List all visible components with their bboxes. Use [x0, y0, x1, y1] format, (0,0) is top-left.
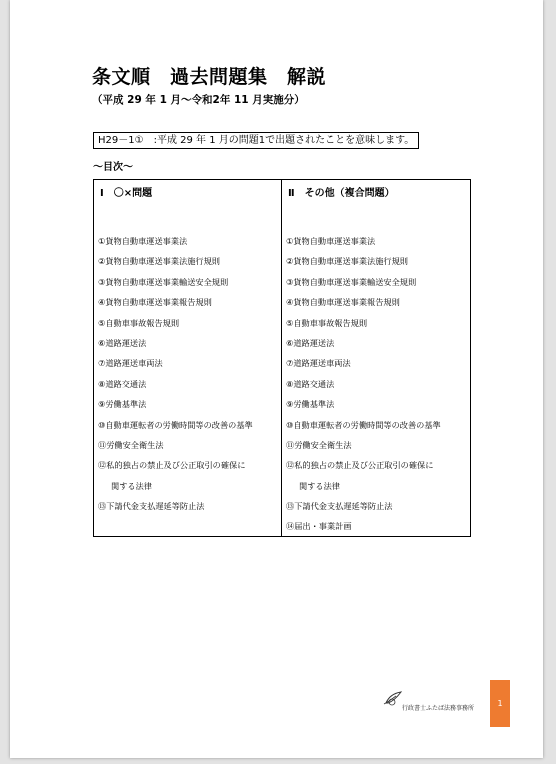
toc-item: ③貨物自動車運送事業輸送安全規則 [286, 276, 417, 287]
page-number: 1 [490, 680, 510, 727]
toc-item: ⑥道路運送法 [98, 337, 147, 348]
toc-column-right [282, 180, 470, 536]
toc-item: ⑧道路交通法 [98, 378, 147, 389]
toc-list-left [98, 231, 253, 516]
toc-item: ⑬下請代金支払遅延等防止法 [286, 501, 393, 512]
toc-item: ⑥道路運送法 [286, 337, 335, 348]
page-title: 条文順 過去問題集 解説 [92, 66, 327, 88]
toc-item: ①貨物自動車運送事業法 [286, 236, 376, 246]
toc-heading-right: Ⅱ その他（複合問題） [288, 188, 395, 199]
toc-label: ～目次～ [93, 162, 133, 173]
toc-list-right [286, 231, 441, 537]
toc-item: 関する法律 [299, 480, 340, 491]
toc-item: 関する法律 [111, 480, 152, 491]
toc-table [93, 179, 471, 537]
toc-item: ⑤自動車事故報告規則 [98, 317, 180, 328]
document-page [10, 0, 543, 758]
toc-item: ⑫私的独占の禁止及び公正取引の確保に [98, 460, 246, 471]
toc-item: ⑩自動車運転者の労働時間等の改善の基準 [286, 419, 441, 430]
toc-column-left [94, 180, 282, 536]
toc-item: ⑨労働基準法 [286, 399, 335, 410]
toc-item: ⑪労働安全衛生法 [286, 439, 352, 450]
toc-item: ⑤自動車事故報告規則 [286, 317, 368, 328]
toc-item: ②貨物自動車運送事業法施行規則 [98, 256, 220, 267]
leaf-logo-icon [383, 690, 403, 706]
toc-item: ⑦道路運送車両法 [286, 358, 351, 369]
toc-heading-left: Ⅰ 〇×問題 [100, 188, 153, 199]
toc-item: ⑦道路運送車両法 [98, 358, 163, 369]
toc-item: ⑪労働安全衛生法 [98, 439, 164, 450]
toc-item: ④貨物自動車運送事業報告規則 [286, 297, 400, 308]
toc-item: ③貨物自動車運送事業輸送安全規則 [98, 276, 229, 287]
page-subtitle: （平成 29 年 1 月～令和2年 11 月実施分） [92, 94, 305, 106]
office-name: 行政書士ふたば法務事務所 [402, 705, 475, 712]
toc-item: ⑫私的独占の禁止及び公正取引の確保に [286, 460, 434, 471]
toc-item: ⑭届出・事業計画 [286, 521, 352, 532]
toc-item: ⑬下請代金支払遅延等防止法 [98, 501, 205, 512]
toc-item: ⑨労働基準法 [98, 399, 147, 410]
toc-item: ①貨物自動車運送事業法 [98, 236, 188, 246]
citation-note: H29－1① :平成 29 年 1 月の問題1で出題されたことを意味します。 [93, 132, 419, 149]
toc-item: ②貨物自動車運送事業法施行規則 [286, 256, 408, 267]
toc-item: ⑧道路交通法 [286, 378, 335, 389]
toc-item: ⑩自動車運転者の労働時間等の改善の基準 [98, 419, 253, 430]
toc-item: ④貨物自動車運送事業報告規則 [98, 297, 212, 308]
